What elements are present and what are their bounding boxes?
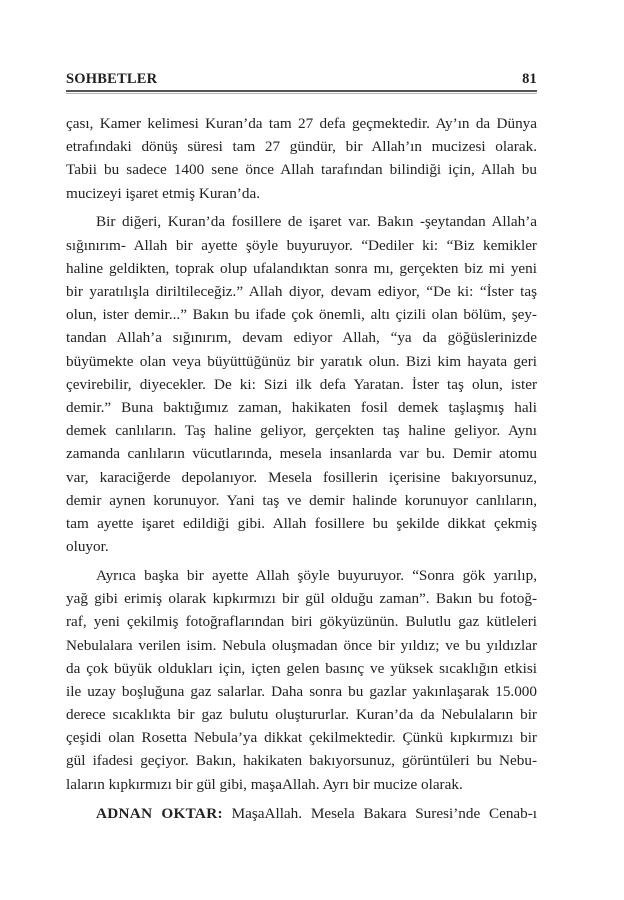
- text-line: Bir diğeri, Kuran’da fosillere de işaret var. Bakın -şeytandan Allah’a: [96, 213, 537, 231]
- text-line: Nebulalara verilen isim. Nebula oluşmadan önce bir yıldız; ve bu yıldızlar: [66, 636, 537, 654]
- paragraph-2: [66, 210, 537, 558]
- text-line: Tabii bu sadece 1400 sene önce Allah tarafından bilindiği için, Allah bu: [66, 161, 537, 179]
- text-line: zamanda canlıların vücutlarında, mesela insanlarda var bu. Demir atomu: [66, 445, 537, 463]
- text-line: ile uzay boşluğuna gaz salarlar. Daha sonra bu gazlar yakınlaşarak 15.000: [66, 682, 537, 700]
- text-line: mucizeyi işaret etmiş Kuran’da.: [66, 184, 260, 202]
- text-line: tam ayette işaret edildiği gibi. Allah fosillere bu şekilde dikkat çekmiş: [66, 514, 537, 532]
- speaker-text: MaşaAllah. Mesela Bakara Suresi’nde Cenab-ı: [231, 804, 538, 822]
- text-line: yağ gibi erimiş olarak kıpkırmızı bir gül olduğu zaman”. Bakın bu fotoğ-: [66, 590, 537, 608]
- text-line: gül ifadesi geçiyor. Bakın, hakikaten bakıyorsunuz, görüntüleri bu Nebu-: [66, 752, 537, 770]
- paragraph-3: [66, 564, 537, 796]
- text-line: bir yaratılışla diriltileceğiz.” Allah diyor, devam ediyor, “De ki: “İster taş: [66, 283, 537, 300]
- text-line: etrafındaki dönüş süresi tam 27 gündür, bir Allah’ın mucizesi olarak.: [66, 138, 537, 156]
- text-line: çevirebilir, diyecekler. De ki: Sizi ilk defa Yaratan. İster taş olun, ister: [66, 375, 537, 393]
- text-line: çası, Kamer kelimesi Kuran’da tam 27 defa geçmektedir. Ay’ın da Dünya: [66, 115, 537, 132]
- running-header: [66, 71, 537, 89]
- text-line: olun, ister demir...” Bakın bu ifade çok önemli, altı çizili olan bölüm, şey-: [66, 306, 537, 324]
- text-line: tandan Allah’a sığınırım, devam ediyor Allah, “ya da göğüslerinizde: [66, 329, 537, 347]
- speaker-name: ADNAN OKTAR:: [96, 804, 223, 822]
- text-line: büyümekte olan veya büyüttüğünüz bir yaratık olun. Bizi kim hayata geri: [66, 352, 537, 370]
- text-line: demir aynen korunuyor. Yani taş ve demir halinde korunuyor canlıların,: [66, 491, 537, 509]
- text-line: sığınırım- Allah bir ayette şöyle buyuruyor. “Dediler ki: “Biz kemikler: [66, 236, 537, 254]
- text-line: demir.” Buna baktığımız zaman, hakikaten fosil demek taşlaşmış hali: [66, 398, 537, 416]
- text-line: [66, 802, 537, 825]
- text-line: çeşidi olan Rosetta Nebula’ya dikkat çekilmektedir. Çünkü kıpkırmızı bir: [66, 729, 537, 747]
- page-number: 81: [522, 71, 537, 87]
- body-text: [66, 112, 537, 830]
- text-line: derece sıcaklıkta bir gaz bulutu oluştururlar. Kuran’da da Nebulaların bir: [66, 706, 537, 724]
- header-rule: [66, 90, 537, 92]
- text-line: da çok büyük oldukları için, içten gelen basınç ve yüksek sıcaklığın etkisi: [66, 659, 537, 677]
- text-line: Ayrıca başka bir ayette Allah şöyle buyuruyor. “Sonra gök yarılıp,: [96, 566, 537, 584]
- text-line: haline geldikten, toprak olup ufalandıktan sonra mı, gerçekten biz mi yeni: [66, 259, 537, 277]
- paragraph-4: [66, 802, 537, 825]
- running-title: SOHBETLER: [66, 71, 158, 87]
- text-line: raf, yeni çekilmiş fotoğraflarından biri gökyüzünün. Bulutlu gaz kütleleri: [66, 613, 537, 631]
- text-line: var, karaciğerde depolanıyor. Mesela fosillerin içerisine bakıyorsunuz,: [66, 468, 537, 486]
- text-line: demek canlıların. Taş haline geliyor, gerçekten taş haline geliyor. Aynı: [66, 422, 537, 440]
- text-line: oluyor.: [66, 538, 109, 556]
- text-line: laların kıpkırmızı bir gül gibi, maşaAllah. Ayrı bir mucize olarak.: [66, 775, 463, 793]
- paragraph-1: [66, 112, 537, 205]
- header-rule-secondary: [66, 93, 537, 94]
